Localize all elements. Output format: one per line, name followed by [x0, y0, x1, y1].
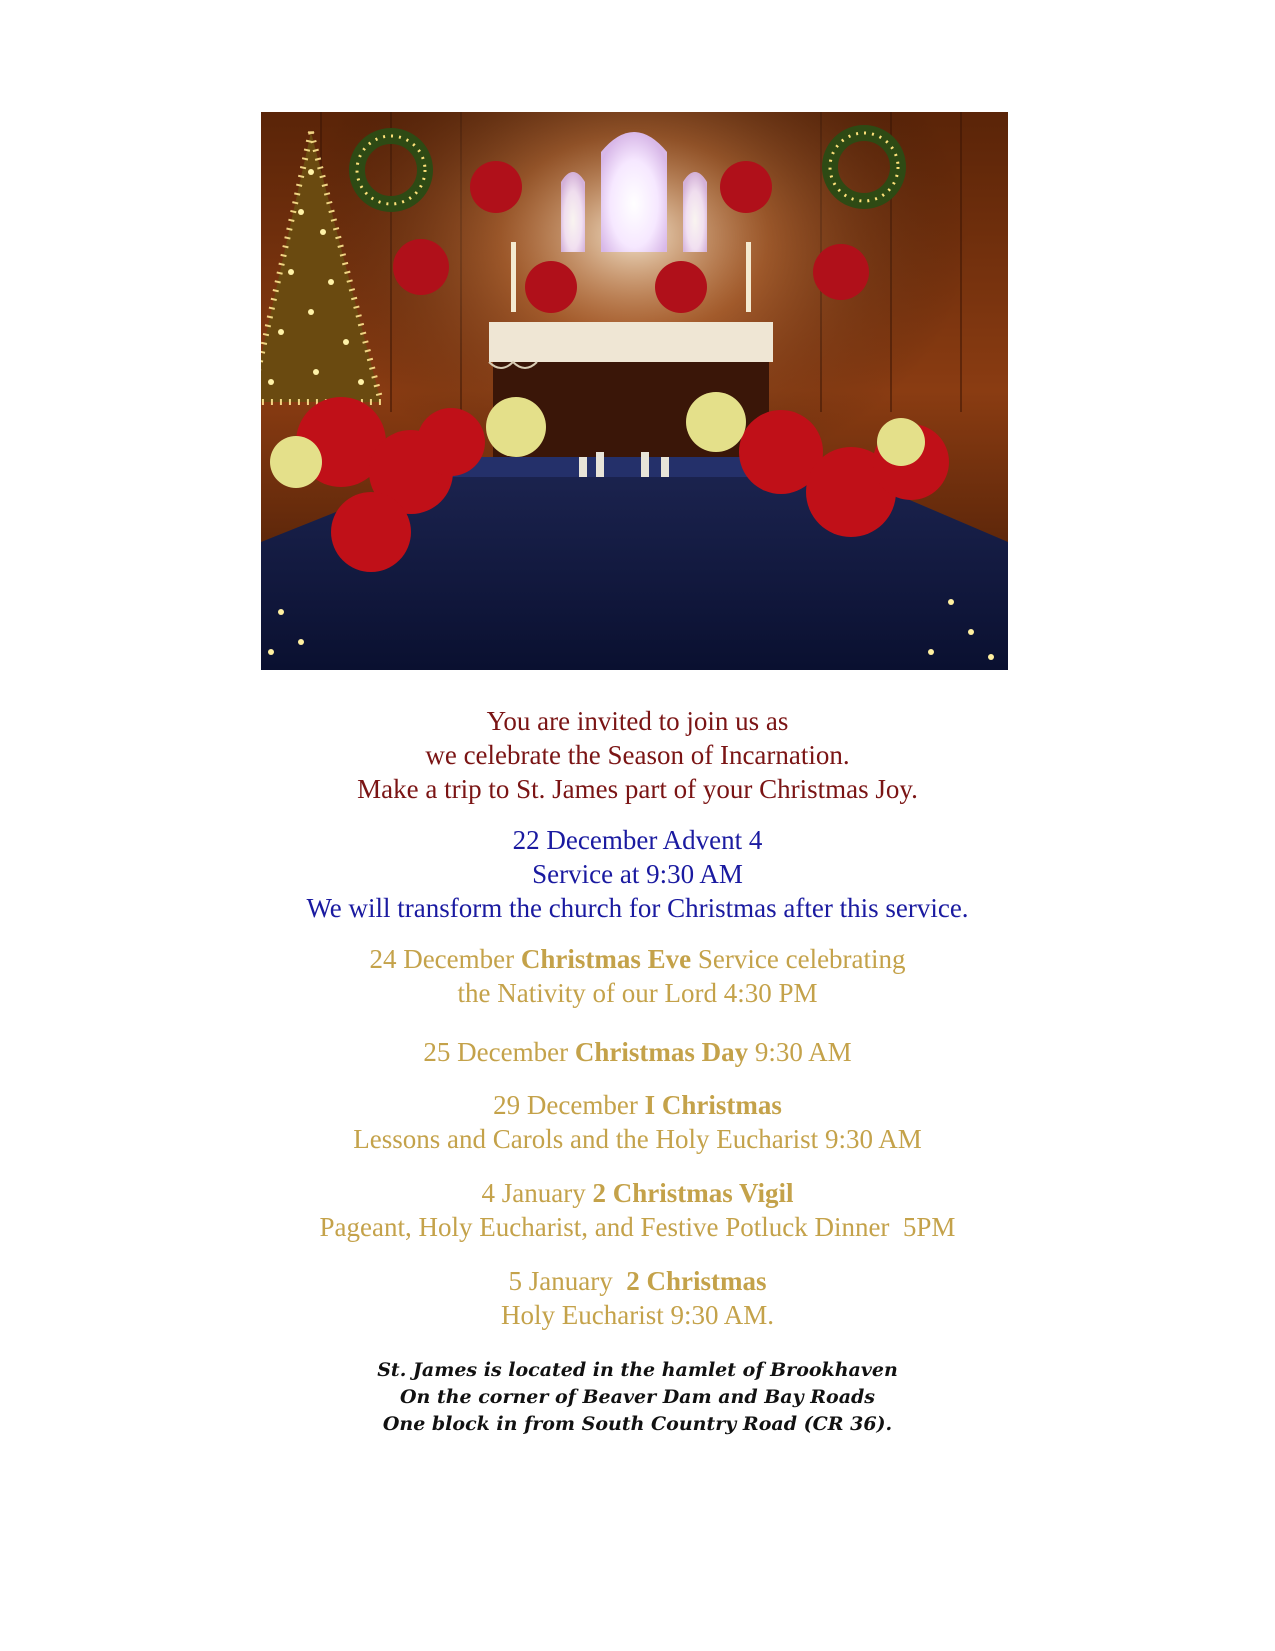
- second-christmas-date: 5 January: [508, 1266, 613, 1296]
- christmas-day-date: 25 December: [423, 1037, 569, 1067]
- location-line-2: On the corner of Beaver Dam and Bay Roads: [399, 1386, 876, 1408]
- invitation-line-1: You are invited to join us as: [486, 706, 789, 736]
- invitation-line-3: Make a trip to St. James part of your Christmas Joy.: [357, 774, 918, 804]
- invitation-block: [0, 704, 1275, 806]
- first-christmas-line-2: Lessons and Carols and the Holy Eucharist 9:30 AM: [353, 1124, 922, 1154]
- christmas-day-line: [0, 1035, 1275, 1069]
- vigil-title: 2 Christmas Vigil: [592, 1178, 794, 1208]
- location-line-1: St. James is located in the hamlet of Brookhaven: [377, 1359, 898, 1381]
- second-christmas-title: 2 Christmas: [626, 1266, 767, 1296]
- christmas-day-block: [0, 1035, 1275, 1069]
- second-christmas-block: [0, 1264, 1275, 1332]
- first-christmas-line-1: [0, 1088, 1275, 1122]
- christmas-eve-line-1: [0, 942, 1275, 976]
- christmas-day-title: Christmas Day: [574, 1037, 749, 1067]
- christmas-eve-block: [0, 942, 1275, 1010]
- vigil-line-1: [0, 1176, 1275, 1210]
- christmas-eve-title: Christmas Eve: [520, 944, 692, 974]
- vigil-line-2: Pageant, Holy Eucharist, and Festive Potluck Dinner 5PM: [319, 1212, 956, 1242]
- church-altar-photo: [261, 112, 1008, 670]
- christmas-eve-date: 24 December: [369, 944, 515, 974]
- first-christmas-title: I Christmas: [644, 1090, 782, 1120]
- second-christmas-line-2: Holy Eucharist 9:30 AM.: [501, 1300, 774, 1330]
- vigil-block: [0, 1176, 1275, 1244]
- advent-line-3: We will transform the church for Christmas after this service.: [306, 893, 969, 923]
- christmas-day-time: 9:30 AM: [754, 1037, 852, 1067]
- first-christmas-date: 29 December: [493, 1090, 638, 1120]
- invitation-line-2: we celebrate the Season of Incarnation.: [425, 740, 850, 770]
- location-block: [0, 1357, 1275, 1438]
- advent-line-2: Service at 9:30 AM: [532, 859, 743, 889]
- second-christmas-line-1: [0, 1264, 1275, 1298]
- christmas-eve-line-2: the Nativity of our Lord 4:30 PM: [457, 978, 818, 1008]
- location-line-3: One block in from South Country Road (CR 36).: [382, 1413, 893, 1435]
- vigil-date: 4 January: [481, 1178, 586, 1208]
- advent-block: [0, 823, 1275, 925]
- christmas-eve-rest: Service celebrating: [697, 944, 906, 974]
- first-christmas-block: [0, 1088, 1275, 1156]
- advent-line-1: 22 December Advent 4: [512, 825, 763, 855]
